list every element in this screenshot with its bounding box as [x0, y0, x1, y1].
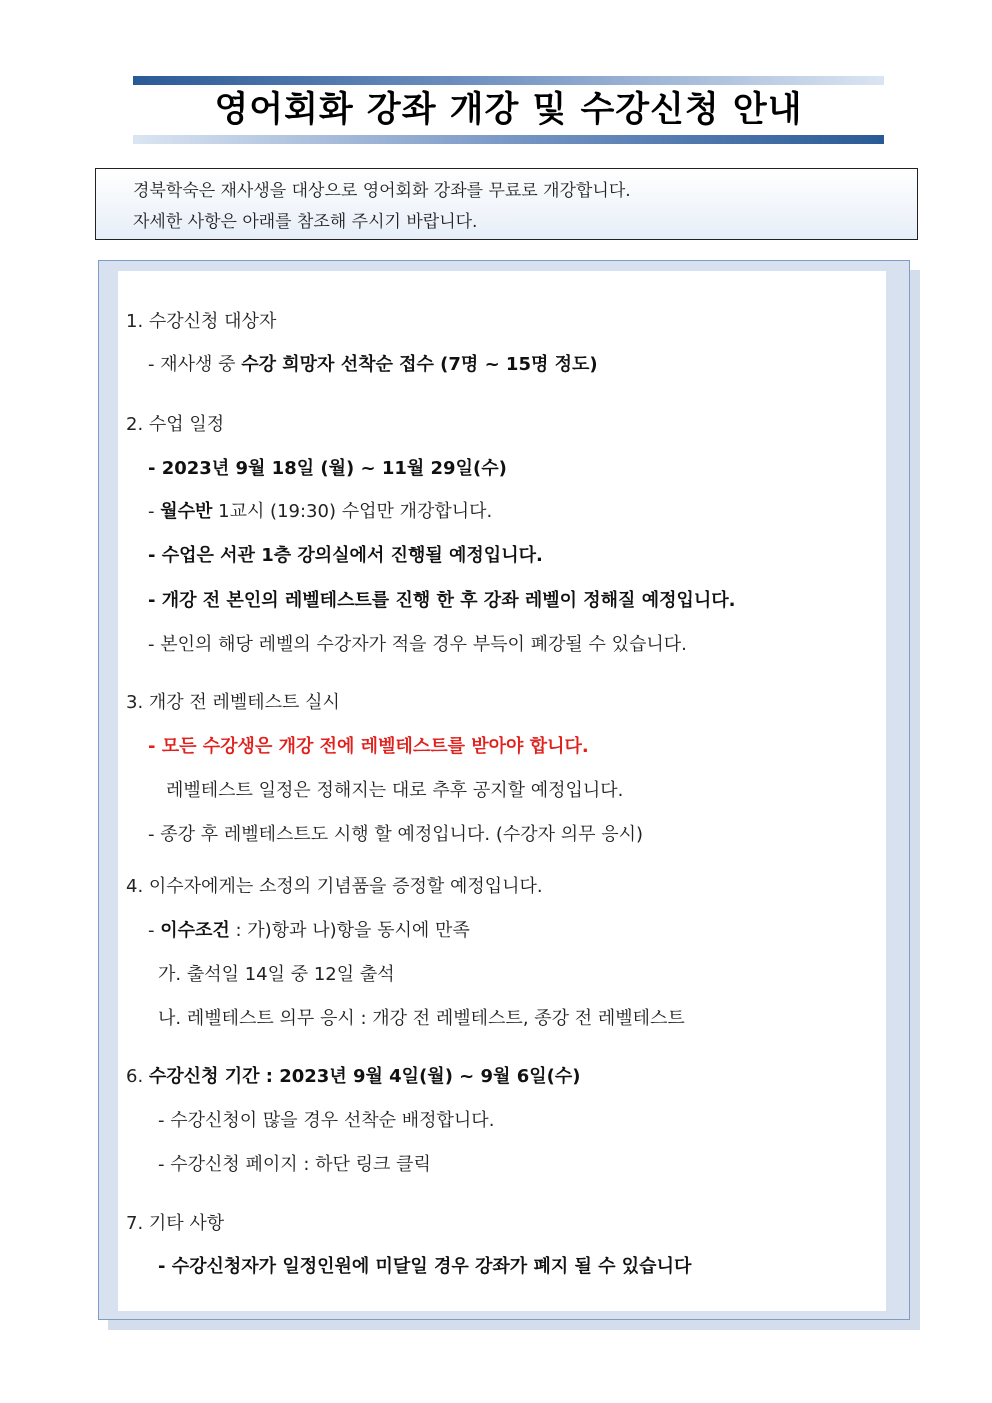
title-banner — [133, 76, 884, 144]
section6-item1: - 수강신청이 많을 경우 선착순 배정합니다. — [158, 1110, 495, 1131]
section4-item1-bold: 이수조건 — [160, 920, 230, 941]
section3-item1: - 모든 수강생은 개강 전에 레벨테스트를 받아야 합니다. — [148, 736, 589, 757]
section2-item2-rest: 1교시 (19:30) 수업만 개강합니다. — [212, 501, 493, 522]
section3-heading: 3. 개강 전 레벨테스트 실시 — [126, 692, 340, 713]
intro-line-1: 경북학숙은 재사생을 대상으로 영어회화 강좌를 무료로 개강합니다. — [133, 181, 631, 201]
section4-item1-dash: - — [148, 920, 161, 941]
section2-item4: - 개강 전 본인의 레벨테스트를 진행 한 후 강좌 레벨이 정해질 예정입니다. — [148, 590, 736, 611]
section2-item5: - 본인의 해당 레벨의 수강자가 적을 경우 부득이 폐강될 수 있습니다. — [148, 634, 687, 655]
title-bar-top — [133, 76, 884, 85]
section3-item2: - 종강 후 레벨테스트도 시행 할 예정입니다. (수강자 의무 응시) — [148, 824, 644, 845]
section6-heading-bold: 수강신청 기간 : 2023년 9월 4일(월) ~ 9월 6일(수) — [148, 1066, 581, 1087]
section2-item2-bold: 월수반 — [160, 501, 213, 522]
section1-heading: 1. 수강신청 대상자 — [126, 311, 277, 332]
intro-box — [95, 168, 918, 240]
section2-item2 — [148, 497, 492, 523]
section2-item1: - 2023년 9월 18일 (월) ~ 11월 29일(수) — [148, 458, 507, 479]
section6-item2: - 수강신청 페이지 : 하단 링크 클릭 — [158, 1154, 431, 1175]
section4-item1 — [148, 916, 470, 942]
page-title: 영어회화 강좌 개강 및 수강신청 안내 — [214, 90, 803, 130]
section4-item1-rest: : 가)항과 나)항을 동시에 만족 — [229, 920, 470, 941]
section4-heading: 4. 이수자에게는 소정의 기념품을 증정할 예정입니다. — [126, 876, 543, 897]
section1-item1-bold: 수강 희망자 선착순 접수 (7명 ~ 15명 정도) — [241, 354, 598, 375]
section4-sub-a: 가. 출석일 14일 중 12일 출석 — [158, 964, 395, 985]
section1-item1-prefix: - 재사생 중 — [148, 354, 242, 375]
section2-item3: - 수업은 서관 1층 강의실에서 진행될 예정입니다. — [148, 545, 543, 566]
section4-sub-b: 나. 레벨테스트 의무 응시 : 개강 전 레벨테스트, 종강 전 레벨테스트 — [158, 1008, 685, 1029]
section6-heading-num: 6. — [126, 1066, 149, 1087]
section7-heading: 7. 기타 사항 — [126, 1213, 225, 1234]
section2-heading: 2. 수업 일정 — [126, 414, 225, 435]
title-bar-bottom — [133, 135, 884, 144]
section6-heading — [126, 1062, 580, 1088]
section3-item1-cont: 레벨테스트 일정은 정해지는 대로 추후 공지할 예정입니다. — [166, 780, 624, 801]
section2-item2-dash: - — [148, 501, 161, 522]
section1-item1 — [148, 350, 598, 376]
intro-line-2: 자세한 사항은 아래를 참조해 주시기 바랍니다. — [133, 212, 478, 232]
section7-item1: - 수강신청자가 일정인원에 미달일 경우 강좌가 폐지 될 수 있습니다 — [158, 1256, 692, 1277]
